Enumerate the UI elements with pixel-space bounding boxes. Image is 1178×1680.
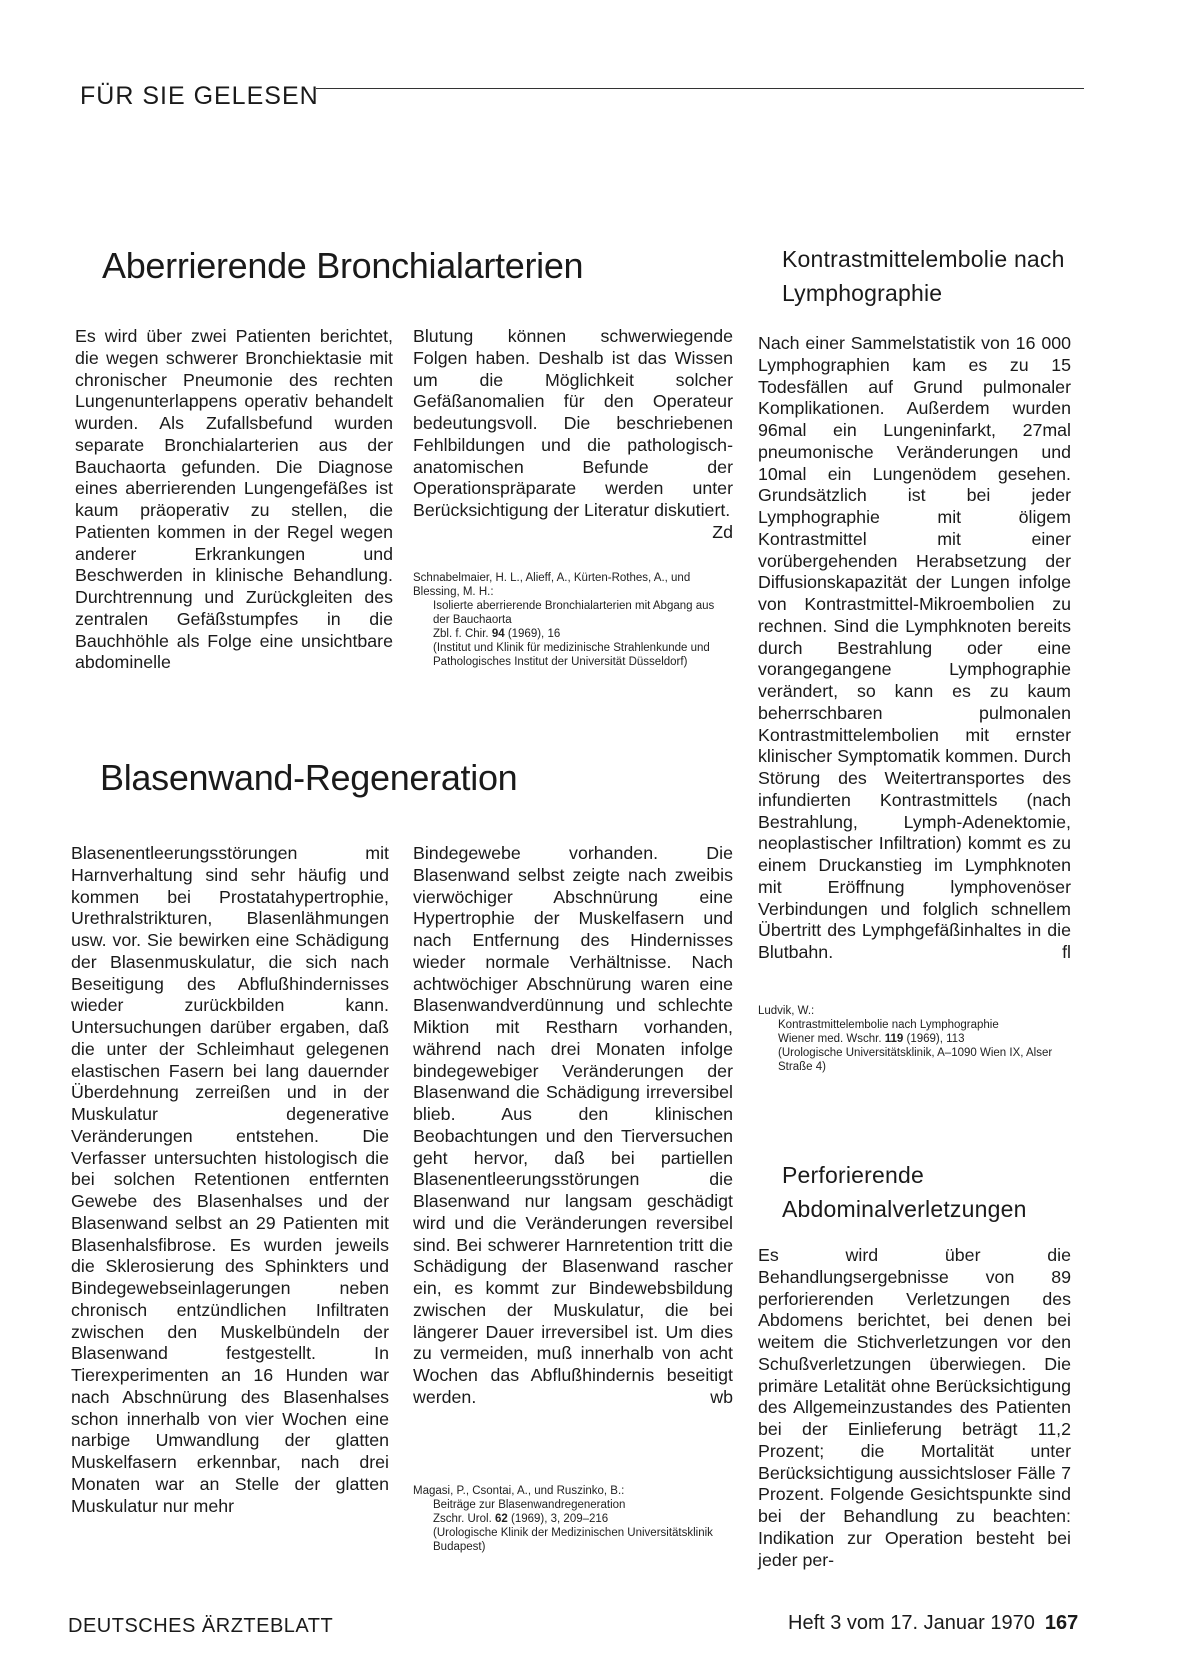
footer-issue: Heft 3 vom 17. Januar 1970 xyxy=(788,1612,1035,1634)
article-text-blasen-col1: Blasenentleerungsstörungen mit Harnverhaltung sind sehr häufig und kommen bei Prostatahypertrophie, Urethralstrikturen, Blasenlähmungen usw. vor. Sie bewirken eine Schädigung der Blasenmuskulatur, die sich nach Beseitigung des Abflußhindernisses wieder zurückbilden kann. Untersuchungen darüber ergaben, daß die unter der Schleimhaut gelegenen elastischen Fasern bei lang dauernder Überdehnung zerreißen und in der Muskulatur degenerative Veränderungen entstehen. Die Verfasser untersuchten histologisch die bei solchen Retentionen entfernten Gewebe des Blasenhalses und der Blasenwand selbst an 29 Patienten mit Blasenhalsfibrose. Es wurden jeweils die Sklerosierung des Sphinkters und Bindegewebseinlagerungen neben chronisch entzündlichen Infiltraten zwischen den Muskelbündeln der Blasenwand festgestellt. In Tierexperimenten an 16 Hunden war nach Abschnürung des Blasenhalses schon innerhalb von vier Wochen eine narbige Umwandlung der glatten Muskelfasern erkennbar, nach drei Monaten war an Stelle der glatten Muskulatur nur mehr xyxy=(71,843,389,1516)
article-text-kontrast-block xyxy=(758,333,1071,964)
reference-journal: Zschr. Urol. xyxy=(433,1513,492,1525)
author-signoff: wb xyxy=(710,1386,733,1407)
article-text-bronchial-col2: Blutung können schwerwiegende Folgen haben. Deshalb ist das Wissen um die Möglichkeit solcher Gefäßanomalien für den Operateur bedeutungsvoll. Die beschriebenen Fehlbildungen und die pathologisch-anatomischen Befunde der Operationspräparate werden unter Berücksichtigung der Literatur diskutiert. xyxy=(413,326,733,520)
reference-detail: (1969), 16 xyxy=(507,628,561,640)
reference-block xyxy=(758,1004,1071,1074)
article-text-perfor: Es wird über die Behandlungsergebnisse von 89 perforierenden Verletzungen des Abdomens berichtet, bei denen bei weitem die Stichverletzungen vor den Schußverletzungen überwiegen. Die primäre Letalität ohne Berücksichtigung des Allgemeinzustandes des Patienten bei der Einlieferung beträgt 11,2 Prozent; die Mortalität unter Berücksichtigung aussichtsloser Fälle 7 Prozent. Folgende Gesichtspunkte sind bei der Behandlung zu beachten: Indikation zur Operation besteht bei jeder per- xyxy=(758,1245,1071,1570)
article-text-blasen-col2-block xyxy=(413,843,733,1409)
reference-block xyxy=(413,571,733,669)
reference-journal: Wiener med. Wschr. xyxy=(778,1033,882,1045)
reference-institute: (Institut und Klinik für medizinische Strahlenkunde und Pathologisches Institut der Universität Düsseldorf) xyxy=(433,642,710,668)
reference-detail: (1969), 3, 209–216 xyxy=(511,1513,609,1525)
reference-block xyxy=(413,1484,733,1554)
article-text-bronchial-col1: Es wird über zwei Patienten berichtet, die wegen schwerer Bronchiektasie mit chronischer Pneumonie des rechten Lungenunterlappens operativ behandelt wurden. Als Zufallsbefund wurden separate Bronchialarterien aus der Bauchaorta gefunden. Die Diagnose eines aberrierenden Lungengefäßes ist kaum präoperativ zu stellen, die Patienten kommen in der Regel wegen anderer Erkrankungen und Beschwerden in klinische Behandlung. Durchtrennung und Zurückgleiten des zentralen Gefäßstumpfes in die Bauchhöhle als Folge eine unsichtbare abdominelle xyxy=(75,326,393,673)
reference-institute: (Urologische Universitätsklinik, A–1090 Wien IX, Alser Straße 4) xyxy=(778,1047,1053,1073)
header-rule xyxy=(316,88,1084,89)
article-text-kontrast: Nach einer Sammelstatistik von 16 000 Lymphographien kam es zu 15 Todesfällen auf Grund pulmonaler Komplikationen. Außerdem wurden 96mal ein Lungeninfarkt, 27mal pneumonische Veränderungen und 10mal ein Lungenödem gesehen. Grundsätzlich ist bei jeder Lymphographie mit öligem Kontrastmittel mit einer vorübergehenden Herabsetzung der Diffusionskapazität der Lungen infolge von Kontrastmittel-Mikroembolien zu rechnen. Sind die Lymphknoten bereits durch Bestrahlung oder eine vorangegangene Lymphographie verändert, so kann es zu kaum beherrschbaren pulmonalen Kontrastmittelembolien mit ernster klinischer Symptomatik kommen. Durch Störung des Weitertransportes des infundierten Kontrastmittels (nach Bestrahlung, Lymph-Adenektomie, neoplastischer Infiltration) kommt es zu einem Druckanstieg im Lymphknoten mit Eröffnung lymphovenöser Verbindungen und folglich schnellem Übertritt des Lymphgefäßinhaltes in die Blutbahn. xyxy=(758,333,1071,962)
reference-authors: Schnabelmaier, H. L., Alieff, A., Kürten-Rothes, A., und Blessing, M. H.: xyxy=(413,572,691,598)
reference-detail: (1969), 113 xyxy=(906,1033,965,1045)
reference-authors: Ludvik, W.: xyxy=(758,1005,815,1017)
reference-volume: 94 xyxy=(491,628,505,640)
reference-journal: Zbl. f. Chir. xyxy=(433,628,489,640)
reference-volume: 62 xyxy=(495,1513,508,1525)
article-title-bronchial: Aberrierende Bronchialarterien xyxy=(102,245,584,286)
article-text-blasen-col2: Bindegewebe vorhanden. Die Blasenwand selbst zeigte nach zweibis vierwöchiger Abschnürung eine Hypertrophie der Muskelfasern und nach Entfernung des Hindernisses wieder normale Verhältnisse. Nach achtwöchiger Abschnürung waren eine Blasenwandverdünnung und schlechte Miktion mit Restharn vorhanden, während nach drei Monaten infolge bindegewebiger Veränderungen der Blasenwand die Schädigung irreversibel blieb. Aus den klinischen Beobachtungen und den Tierversuchen geht hervor, daß bei partiellen Blasenentleerungsstörungen die Blasenwand nur langsam geschädigt wird und die Veränderungen reversibel sind. Bei schwerer Harnretention tritt die Schädigung der Blasenwand rascher ein, es kommt zur Bindewebsbildung zwischen der Muskulatur, die bei längerer Dauer irreversibel ist. Um dies zu vermeiden, muß innerhalb von acht Wochen das Abflußhindernis beseitigt werden. xyxy=(413,843,733,1407)
author-signoff: fl xyxy=(1062,942,1071,962)
author-signoff: Zd xyxy=(712,521,733,542)
section-label: FÜR SIE GELESEN xyxy=(80,82,319,110)
reference-title: Beiträge zur Blasenwandregeneration xyxy=(433,1499,626,1511)
reference-institute: (Urologische Klinik der Medizinischen Universitätsklinik Budapest) xyxy=(433,1527,713,1553)
article-title-blasen: Blasenwand-Regeneration xyxy=(100,757,518,798)
reference-authors: Magasi, P., Csontai, A., und Ruszinko, B.: xyxy=(413,1485,625,1497)
article-title-kontrast: Kontrastmittelembolie nach Lymphographie xyxy=(782,246,1065,306)
footer-journal: DEUTSCHES ÄRZTEBLATT xyxy=(68,1615,334,1637)
page-number: 167 xyxy=(1044,1612,1079,1634)
reference-title: Kontrastmittelembolie nach Lymphographie xyxy=(778,1019,999,1031)
reference-volume: 119 xyxy=(884,1033,904,1045)
article-text-bronchial-col2-block xyxy=(413,326,733,544)
reference-title: Isolierte aberrierende Bronchialarterien mit Abgang aus der Bauchaorta xyxy=(433,600,715,626)
article-title-perfor: Perforierende Abdominalverletzungen xyxy=(782,1162,1027,1222)
footer-issue-block xyxy=(788,1612,1078,1635)
